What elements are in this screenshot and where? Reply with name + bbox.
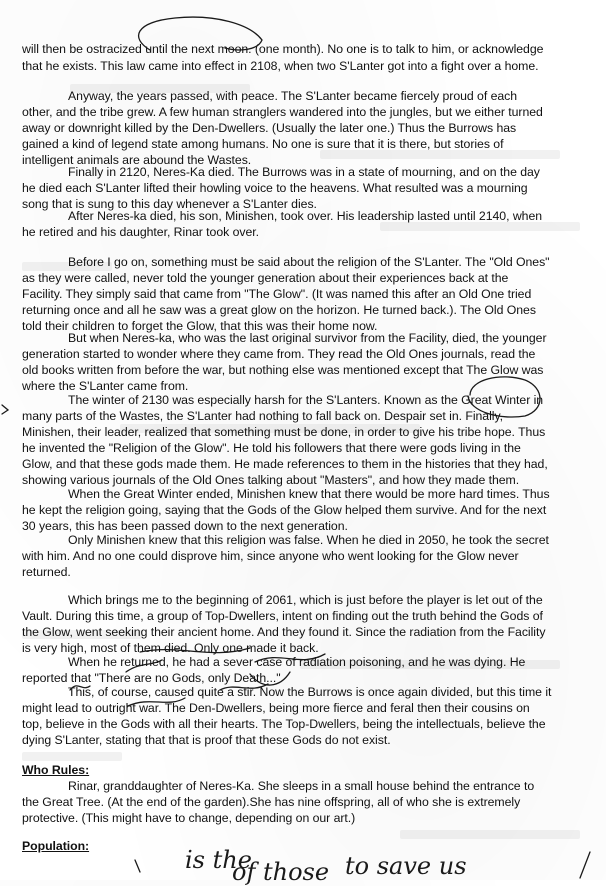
text-line: is very high, most of them died. Only one made it back. [22, 641, 319, 655]
text-line: Only Minishen knew that this religion was false. When he died in 2050, he took the secret [68, 533, 549, 547]
text-line: song that is sung to this day whenever a S'Lanter dies. [22, 197, 317, 211]
text-line: where the S'Lanter came from. [22, 379, 189, 393]
text-line: he died each S'Lanter lifted their howling voice to the heavens. What resulted was a mourning [22, 181, 528, 195]
handwritten-note-is-the: is the [185, 846, 252, 874]
text-line: Vault. During this time, a group of Top-Dwellers, intent on finding out the truth behind the Gods of [22, 609, 543, 623]
text-line: Which brings me to the beginning of 2061, which is just before the player is let out of the [68, 593, 543, 607]
text-line: This, of course, caused quite a stir. Now the Burrows is once again divided, but this time it [68, 685, 552, 699]
text-line: Rinar, granddaughter of Neres-Ka. She sleeps in a small house behind the entrance to [68, 779, 535, 793]
text-line: away or downright killed by the Den-Dwellers. (Usually the later one.) Thus the Burrows has [22, 121, 517, 135]
text-line: But when Neres-ka, who was the last original survivor from the Facility, died, the younger [68, 331, 547, 345]
text-line: gained a kind of legend state among humans. No one is sure that it is there, but stories of [22, 137, 504, 151]
text-line: that he exists. This law came into effect in 2108, when two S'Lanter got into a fight over a home. [22, 59, 539, 73]
text-line: he retired and his daughter, Rinar took over. [22, 225, 260, 239]
text-line: The winter of 2130 was especially harsh for the S'Lanters. Known as the Great Winter in [68, 393, 544, 407]
text-line: will then be ostracized until the next moon. (one month). No one is to talk to him, or acknowledge [22, 42, 544, 56]
text-line: Anyway, the years passed, with peace. The S'Lanter became fiercely proud of each [68, 89, 518, 103]
text-line: Facility. They simply said that came from "The Glow". (It was named this after an Old One tried [22, 287, 532, 301]
text-line: When the Great Winter ended, Minishen knew that there would be more hard times. Thus [68, 487, 550, 501]
text-line: might lead to outright war. The Den-Dwellers, being more fierce and feral then their cousins on [22, 701, 530, 715]
text-line: intelligent animals are abound the Wastes. [22, 153, 252, 167]
text-line: the Glow, went seeking their ancient home. And they found it. Since the radiation from the Facility [22, 625, 546, 639]
text-line: he invented the "Religion of the Glow". He told his followers that there were gods living in the [22, 441, 521, 455]
text-line: he kept the religion going, saying that the Gods of the Glow helped them survive. And for the next [22, 503, 547, 517]
text-line: Minishen, their leader, realized that something must be done, in order to give his tribe hope. Thus [22, 425, 546, 439]
text-line: When he returned, he had a sever case of radiation poisoning, and he was dying. He [68, 655, 526, 669]
text-line: Finally in 2120, Neres-Ka died. The Burrows was in a state of mourning, and on the day [68, 165, 540, 179]
section-heading-population: Population: [22, 839, 90, 853]
section-heading-who-rules: Who Rules: [22, 763, 90, 777]
text-line: Glow, and that these gods made them. He made references to them in the histories that they had, [22, 457, 548, 471]
text-line: with him. And no one could disprove him, since anyone who went looking for the Glow never [22, 549, 519, 563]
handwritten-note-to-save-us: to save us [345, 852, 467, 880]
text-line: generation started to wonder where they came from. They read the Old Ones journals, read the [22, 347, 536, 361]
text-line: many parts of the Wastes, the S'Lanter had nothing to fall back on. Despair set in. Finally, [22, 409, 503, 423]
text-line: other, and the tribe grew. A few human stranglers wandered into the jungles, but we either turned [22, 105, 543, 119]
text-line: told their children to forget the Glow, that this was their home now. [22, 319, 378, 333]
text-line: 30 years, this has been passed down to the next generation. [22, 519, 348, 533]
text-line: showing various journals of the Old Ones talking about "Masters", and how they made them. [22, 473, 520, 487]
text-line: top, believe in the Gods with all their hearts. The Top-Dwellers, being the intellectuals, believe the [22, 717, 546, 731]
handwritten-note-of-those: of those [232, 858, 330, 886]
text-line: dying S'Lanter, stating that that is proof that these Gods do not exist. [22, 733, 391, 747]
text-line: Before I go on, something must be said about the religion of the S'Lanter. The "Old Ones" [68, 255, 550, 269]
text-line: returning once and all he saw was a great glow on the horizon. He turned back.). The Old Ones [22, 303, 536, 317]
text-line: returned. [22, 565, 71, 579]
text-line: as they were called, never told the younger generation about their experiences back at the [22, 271, 509, 285]
text-line: After Neres-ka died, his son, Minishen, took over. His leadership lasted until 2140, when [68, 209, 543, 223]
text-line: the Great Tree. (At the end of the garden).She has nine offspring, all of who she is extremely [22, 795, 521, 809]
text-line: protective. (This might have to change, depending on our art.) [22, 811, 356, 825]
text-line: reported that "There are no Gods, only Death..." [22, 671, 281, 685]
text-line: old books written from before the war, but nothing else was mentioned except that The Glow was [22, 363, 544, 377]
